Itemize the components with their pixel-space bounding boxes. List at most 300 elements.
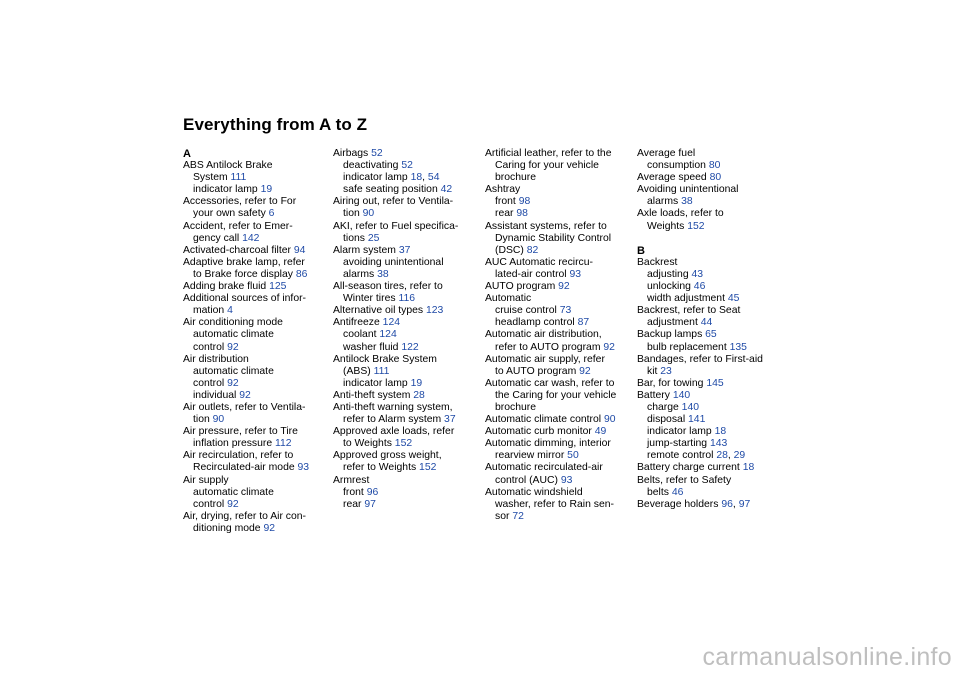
index-entry: [485, 281, 633, 293]
entry-text: your own safety: [193, 208, 269, 220]
index-subentry: [183, 438, 331, 450]
page-reference-link[interactable]: 152: [419, 462, 437, 474]
page-reference-link[interactable]: 19: [410, 377, 423, 389]
entry-text: AKI, refer to Fuel specifica-: [333, 220, 459, 232]
entry-text: Antifreeze: [333, 317, 383, 329]
index-entry: [333, 426, 481, 438]
entry-text: All-season tires, refer to: [333, 281, 443, 293]
page-reference-link[interactable]: 124: [382, 317, 401, 329]
entry-text: Approved gross weight,: [333, 450, 442, 462]
page-reference-link[interactable]: 90: [362, 208, 375, 220]
entry-text: washer, refer to Rain sen-: [495, 498, 614, 510]
entry-text: to Brake force display: [193, 268, 296, 280]
index-entry: [637, 378, 785, 390]
entry-text: Approved axle loads, refer: [333, 426, 455, 438]
entry-text: Avoiding unintentional: [637, 184, 739, 196]
index-subentry: [485, 172, 633, 184]
entry-text: Average speed: [637, 172, 710, 184]
page-reference-link[interactable]: 145: [706, 377, 724, 389]
index-entry: [183, 281, 331, 293]
index-subentry: [183, 366, 331, 378]
entry-text: Bandages, refer to First-aid: [637, 353, 763, 365]
index-subentry: [637, 160, 785, 172]
entry-text: rear: [495, 208, 517, 220]
entry-text: to Weights: [343, 438, 395, 450]
entry-text: to AUTO program: [495, 365, 580, 377]
entry-text: alarms: [343, 268, 378, 280]
page-title: Everything from A to Z: [183, 115, 368, 134]
index-entry: [485, 462, 633, 474]
entry-text: A: [183, 148, 191, 160]
section-gap: [637, 233, 785, 245]
index-subentry: [333, 208, 481, 220]
entry-text: rearview mirror: [495, 450, 568, 462]
index-entry: [637, 208, 785, 220]
index-entry: [183, 317, 331, 329]
index-subentry: [333, 293, 481, 305]
entry-text: remote control: [647, 450, 717, 462]
page-reference-link[interactable]: 6: [268, 208, 275, 220]
entry-text: cruise control: [495, 305, 560, 317]
entry-text: Winter tires: [343, 293, 399, 305]
index-entry: [637, 257, 785, 269]
index-subentry: [183, 499, 331, 511]
entry-text: Automatic windshield: [485, 486, 583, 498]
page-reference-link[interactable]: 92: [263, 522, 276, 534]
index-column-2: [333, 148, 481, 511]
index-entry: [485, 257, 633, 269]
entry-text: belts: [647, 486, 672, 498]
page-reference-link[interactable]: 37: [398, 244, 411, 256]
entry-text: deactivating: [343, 160, 402, 172]
index-entry: [183, 245, 331, 257]
entry-text: Automatic air supply, refer: [485, 353, 605, 365]
page-reference-link[interactable]: 52: [371, 148, 383, 159]
index-entry: [333, 354, 481, 366]
entry-text: ABS Antilock Brake: [183, 160, 273, 172]
page-reference-link[interactable]: 46: [693, 281, 706, 293]
page-reference-link[interactable]: 94: [293, 244, 306, 256]
page-reference-link[interactable]: 42: [440, 184, 453, 196]
index-subentry: [485, 390, 633, 402]
index-entry: [637, 172, 785, 184]
index-subentry: [637, 438, 785, 450]
page-reference-link[interactable]: 90: [212, 414, 225, 426]
index-entry: [183, 402, 331, 414]
page-reference-link[interactable]: 29: [733, 450, 746, 462]
index-subentry: [485, 475, 633, 487]
entry-text: jump-starting: [647, 438, 710, 450]
entry-text: brochure: [495, 172, 537, 184]
entry-text: control (AUC): [495, 474, 561, 486]
index-entry: [183, 354, 331, 366]
index-subentry: [637, 426, 785, 438]
index-entry: [333, 402, 481, 414]
entry-text: Anti-theft warning system,: [333, 401, 453, 413]
entry-text: Battery: [637, 389, 673, 401]
index-subentry: [485, 245, 633, 257]
index-entry: [637, 148, 785, 160]
page-reference-link[interactable]: 96: [366, 486, 379, 498]
entry-text: Artificial leather, refer to the: [485, 148, 612, 159]
page-reference-link[interactable]: 141: [688, 414, 706, 426]
entry-text: indicator lamp: [193, 184, 261, 196]
entry-text: System: [193, 172, 231, 184]
entry-text: Backrest: [637, 256, 678, 268]
index-entry: [637, 305, 785, 317]
index-subentry: [485, 402, 633, 414]
entry-text: Alternative oil types: [333, 305, 426, 317]
page-reference-link[interactable]: 92: [239, 389, 251, 401]
index-subentry: [485, 196, 633, 208]
page-reference-link[interactable]: 98: [516, 208, 528, 220]
index-subentry: [333, 414, 481, 426]
entry-text: indicator lamp: [343, 377, 411, 389]
index-subentry: [485, 269, 633, 281]
page-reference-link[interactable]: 122: [401, 341, 419, 353]
entry-text: individual: [193, 389, 240, 401]
page-reference-link[interactable]: 93: [569, 268, 582, 280]
entry-text: sor: [495, 510, 513, 522]
index-entry: [333, 281, 481, 293]
index-entry: [637, 475, 785, 487]
index-entry: [637, 390, 785, 402]
entry-text: automatic climate: [193, 329, 274, 341]
page-reference-link[interactable]: 44: [700, 317, 713, 329]
entry-text: Battery charge current: [637, 462, 743, 474]
entry-text: coolant: [343, 329, 380, 341]
index-subentry: [333, 487, 481, 499]
page-reference-link[interactable]: 140: [672, 389, 691, 401]
entry-text: Air recirculation, refer to: [183, 450, 294, 462]
entry-text: Axle loads, refer to: [637, 208, 724, 220]
index-entry: [183, 293, 331, 305]
index-entry: [333, 390, 481, 402]
entry-text: Adding brake fluid: [183, 281, 270, 293]
index-subentry: [485, 511, 633, 523]
page-reference-link[interactable]: 54: [427, 172, 440, 184]
entry-text: indicator lamp: [343, 172, 411, 184]
index-entry: [183, 257, 331, 269]
entry-text: front: [495, 196, 519, 208]
entry-text: Armrest: [333, 474, 370, 486]
entry-text: Automatic: [485, 293, 532, 305]
page-reference-link[interactable]: 98: [518, 196, 531, 208]
page-reference-link[interactable]: 80: [708, 160, 721, 172]
entry-text: Caring for your vehicle: [495, 160, 599, 172]
index-subentry: [485, 317, 633, 329]
entry-text: charge: [647, 401, 682, 413]
entry-text: control: [193, 377, 228, 389]
page-reference-link[interactable]: 37: [444, 414, 456, 426]
index-entry: [333, 245, 481, 257]
entry-text: lated-air control: [495, 268, 570, 280]
index-subentry: [333, 366, 481, 378]
index-subentry: [485, 208, 633, 220]
entry-text: indicator lamp: [647, 426, 715, 438]
entry-text: Belts, refer to Safety: [637, 474, 732, 486]
index-entry: [485, 438, 633, 450]
entry-text: avoiding unintentional: [343, 256, 444, 268]
page-reference-link[interactable]: 46: [671, 486, 684, 498]
entry-text: automatic climate: [193, 365, 274, 377]
index-entry: [485, 426, 633, 438]
page-reference-link[interactable]: 92: [227, 341, 239, 353]
page-reference-link[interactable]: 93: [560, 474, 573, 486]
entry-text: adjusting: [647, 268, 692, 280]
page-reference-link[interactable]: 140: [681, 401, 700, 413]
page-reference-link[interactable]: 43: [691, 268, 704, 280]
index-subentry: [637, 221, 785, 233]
entry-text: disposal: [647, 414, 689, 426]
page-reference-link[interactable]: 23: [660, 365, 672, 377]
entry-text: refer to Weights: [343, 462, 420, 474]
entry-text: unlocking: [647, 281, 694, 293]
index-entry: [637, 354, 785, 366]
page-reference-link[interactable]: 135: [729, 341, 747, 353]
page-reference-link[interactable]: 28: [716, 450, 728, 462]
index-entry: [333, 475, 481, 487]
entry-text: Backup lamps: [637, 329, 706, 341]
entry-text: Backrest, refer to Seat: [637, 305, 741, 317]
index-subentry: [333, 233, 481, 245]
entry-text: AUC Automatic recircu-: [485, 256, 593, 268]
page-reference-link[interactable]: 52: [401, 160, 413, 172]
index-entry: [485, 378, 633, 390]
index-subentry: [183, 329, 331, 341]
entry-text: control: [193, 498, 228, 510]
page-reference-link[interactable]: 73: [559, 305, 572, 317]
page-reference-link[interactable]: 116: [398, 293, 416, 305]
entry-text: Automatic car wash, refer to: [485, 377, 615, 389]
index-subentry: [183, 487, 331, 499]
page-reference-link[interactable]: 45: [727, 293, 740, 305]
entry-text: mation: [193, 305, 228, 317]
page-reference-link[interactable]: 123: [425, 305, 444, 317]
page-reference-link[interactable]: 80: [709, 172, 722, 184]
entry-text: adjustment: [647, 317, 701, 329]
entry-text: Adaptive brake lamp, refer: [183, 256, 305, 268]
watermark: carmanualsonline.info: [702, 643, 952, 671]
index-subentry: [485, 450, 633, 462]
page-reference-link[interactable]: 143: [709, 438, 728, 450]
page-reference-link[interactable]: 92: [603, 341, 615, 353]
page-reference-link[interactable]: 87: [577, 317, 590, 329]
page-reference-link[interactable]: 49: [594, 426, 607, 438]
entry-text: (DSC): [495, 244, 527, 256]
index-subentry: [333, 378, 481, 390]
page-reference-link[interactable]: 124: [379, 329, 397, 341]
index-subentry: [637, 414, 785, 426]
entry-text: Air, drying, refer to Air con-: [183, 510, 307, 522]
index-subentry: [333, 257, 481, 269]
index-entry: [183, 196, 331, 208]
section-letter: [637, 245, 785, 257]
entry-text: safe seating position: [343, 184, 441, 196]
index-entry: [637, 184, 785, 196]
index-entry: [333, 148, 481, 160]
index-subentry: [333, 269, 481, 281]
entry-text: Additional sources of infor-: [183, 293, 307, 305]
index-subentry: [333, 342, 481, 354]
page-reference-link[interactable]: 86: [295, 268, 308, 280]
section-letter: [183, 148, 331, 160]
entry-text: gency call: [193, 232, 243, 244]
index-subentry: [637, 269, 785, 281]
entry-text: inflation pressure: [193, 438, 276, 450]
page-reference-link[interactable]: 152: [394, 438, 413, 450]
page-reference-link[interactable]: 82: [526, 244, 539, 256]
page-reference-link[interactable]: 65: [705, 329, 717, 341]
entry-text: Recirculated-air mode: [193, 462, 298, 474]
index-subentry: [637, 487, 785, 499]
entry-text: refer to Alarm system: [343, 414, 445, 426]
entry-text: tion: [193, 414, 213, 426]
index-subentry: [183, 462, 331, 474]
entry-text: tion: [343, 208, 363, 220]
entry-text: Automatic recirculated-air: [485, 462, 603, 474]
index-entry: [485, 221, 633, 233]
page-reference-link[interactable]: 92: [579, 365, 591, 377]
index-subentry: [637, 293, 785, 305]
index-subentry: [637, 281, 785, 293]
page-reference-link[interactable]: 93: [297, 462, 310, 474]
index-subentry: [637, 196, 785, 208]
entry-text: washer fluid: [343, 341, 402, 353]
entry-text: Automatic dimming, interior: [485, 438, 611, 450]
entry-text: Air outlets, refer to Ventila-: [183, 401, 306, 413]
index-entry: Beverage holders 96, 97: [637, 498, 751, 510]
page-reference-link[interactable]: 92: [558, 281, 570, 293]
entry-text: Bar, for towing: [637, 377, 707, 389]
entry-text: ditioning mode: [193, 522, 264, 534]
page-reference-link[interactable]: 96: [721, 498, 733, 510]
entry-text: brochure: [495, 401, 537, 413]
index-subentry: [333, 499, 481, 511]
index-entry: [183, 475, 331, 487]
index-entry: [485, 184, 633, 196]
index-subentry: [183, 390, 331, 402]
page-reference-link[interactable]: 125: [269, 281, 287, 293]
entry-text: Activated-charcoal filter: [183, 244, 294, 256]
entry-text: Airing out, refer to Ventila-: [333, 196, 454, 208]
index-entry: [333, 450, 481, 462]
entry-text: Assistant systems, refer to: [485, 220, 607, 232]
page-reference-link[interactable]: 18: [714, 426, 727, 438]
index-entry: [333, 305, 481, 317]
index-subentry: indicator lamp 18, 54: [343, 172, 440, 184]
index-subentry: [183, 184, 331, 196]
entry-text: AUTO program: [485, 281, 559, 293]
page-reference-link[interactable]: 152: [687, 220, 705, 232]
page-reference-link[interactable]: 111: [373, 365, 390, 377]
index-subentry: [333, 329, 481, 341]
entry-text: Accident, refer to Emer-: [183, 220, 293, 232]
index-subentry: [183, 269, 331, 281]
page-reference-link[interactable]: 28: [413, 389, 425, 401]
entry-text: consumption: [647, 160, 709, 172]
entry-text: Air supply: [183, 474, 229, 486]
index-subentry: remote control 28, 29: [647, 450, 746, 462]
index-subentry: [183, 305, 331, 317]
index-subentry: [183, 172, 331, 184]
page-reference-link[interactable]: 142: [242, 232, 260, 244]
index-entry: [637, 462, 785, 474]
page-reference-link[interactable]: 72: [512, 510, 524, 522]
index-subentry: [183, 233, 331, 245]
page-reference-link[interactable]: 50: [567, 450, 579, 462]
index-subentry: [637, 342, 785, 354]
page-reference-link[interactable]: 97: [364, 498, 376, 510]
page-reference-link[interactable]: 111: [230, 172, 247, 184]
page-reference-link[interactable]: 18: [742, 462, 755, 474]
entry-text: Anti-theft system: [333, 389, 414, 401]
page-reference-link[interactable]: 97: [738, 498, 751, 510]
page-reference-link[interactable]: 112: [275, 438, 292, 450]
index-entry: [485, 329, 633, 341]
index-subentry: [183, 378, 331, 390]
page-reference-link[interactable]: 92: [227, 377, 239, 389]
index-entry: [485, 414, 633, 426]
index-entry: [637, 329, 785, 341]
entry-text: control: [193, 341, 228, 353]
entry-text: Air pressure, refer to Tire: [183, 426, 298, 438]
page-reference-link[interactable]: 19: [260, 184, 273, 196]
index-entry: [485, 148, 633, 160]
index-subentry: [333, 438, 481, 450]
entry-text: alarms: [647, 196, 682, 208]
index-subentry: [637, 317, 785, 329]
entry-text: Automatic climate control: [485, 414, 604, 426]
entry-text: Accessories, refer to For: [183, 196, 297, 208]
entry-text: width adjustment: [647, 293, 728, 305]
index-subentry: [183, 208, 331, 220]
entry-text: refer to AUTO program: [495, 341, 604, 353]
page-reference-link[interactable]: 90: [603, 414, 616, 426]
index-subentry: [485, 160, 633, 172]
entry-text: (ABS): [343, 365, 374, 377]
entry-text: headlamp control: [495, 317, 578, 329]
page-reference-link[interactable]: 38: [377, 268, 389, 280]
index-subentry: [183, 342, 331, 354]
page-reference-link[interactable]: 18: [410, 172, 423, 184]
index-subentry: [333, 184, 481, 196]
entry-text: Automatic curb monitor: [485, 426, 595, 438]
entry-text: Antilock Brake System: [333, 353, 437, 365]
entry-text: Dynamic Stability Control: [495, 232, 612, 244]
entry-text: bulb replacement: [647, 341, 730, 353]
entry-text: Alarm system: [333, 244, 399, 256]
entry-text: the Caring for your vehicle: [495, 389, 617, 401]
index-entry: [183, 160, 331, 172]
index-subentry: [333, 160, 481, 172]
index-entry: [183, 221, 331, 233]
index-entry: [485, 487, 633, 499]
index-entry: [485, 293, 633, 305]
index-column-4: [637, 148, 785, 511]
index-subentry: [485, 342, 633, 354]
page-reference-link[interactable]: 25: [367, 232, 380, 244]
index-subentry: [183, 414, 331, 426]
page-reference-link[interactable]: 38: [681, 196, 693, 208]
entry-text: B: [637, 244, 645, 257]
index-subentry: [637, 366, 785, 378]
page-reference-link[interactable]: 4: [227, 305, 233, 317]
index-subentry: [637, 402, 785, 414]
page-reference-link[interactable]: 92: [227, 498, 239, 510]
entry-text: tions: [343, 232, 368, 244]
index-entry: [183, 511, 331, 523]
